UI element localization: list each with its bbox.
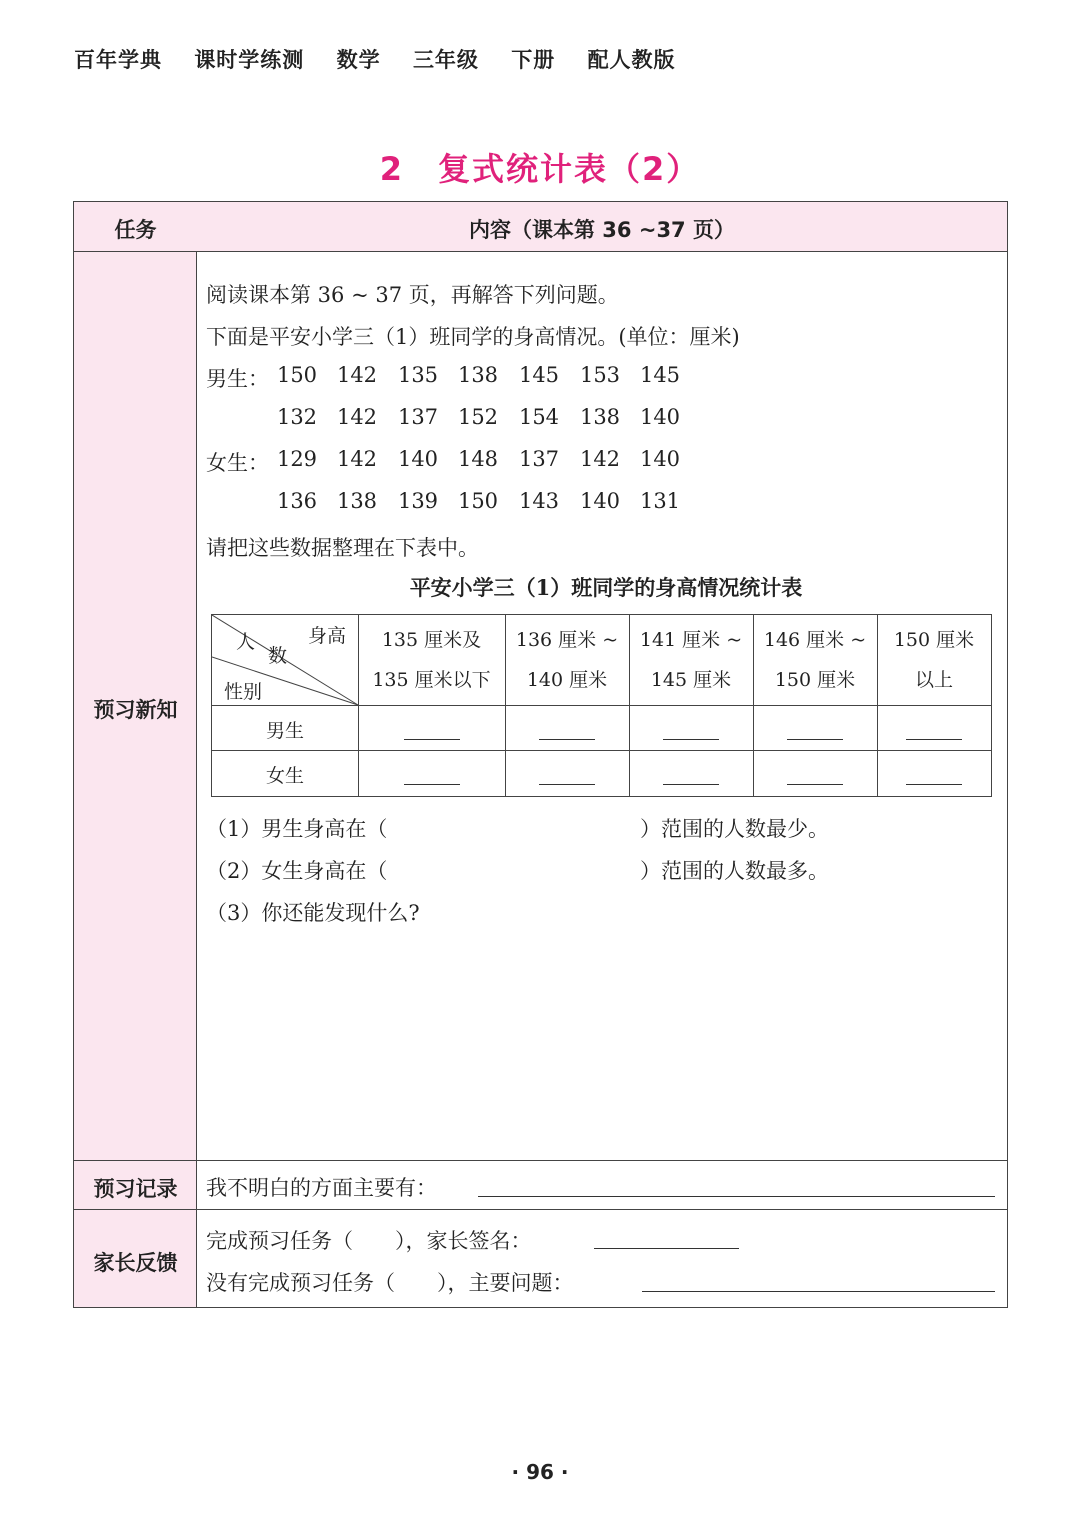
divider-feedback (74, 1209, 1007, 1210)
boys-label: 男生： (206, 367, 269, 391)
answer-blank[interactable] (539, 784, 595, 785)
height-value: 145 (639, 363, 681, 387)
feedback-complete: 完成预习任务（ ），家长签名： (206, 1229, 532, 1253)
header-series: 百年学典 (74, 48, 162, 72)
height-value: 142 (579, 447, 621, 471)
column-header-line2: 135 厘米以下 (372, 669, 491, 691)
height-value: 140 (397, 447, 439, 471)
height-value: 136 (276, 489, 318, 513)
height-value: 137 (518, 447, 560, 471)
column-header (877, 620, 991, 700)
height-value: 138 (457, 363, 499, 387)
data-description: 下面是平安小学三（1）班同学的身高情况。(单位：厘米) (206, 325, 740, 349)
task-column (74, 202, 197, 1307)
column-header (753, 620, 877, 700)
column-header-line1: 135 厘米及 (381, 629, 482, 651)
question-3: （3）你还能发现什么? (206, 901, 420, 925)
feedback-incomplete: 没有完成预习任务（ ），主要问题： (206, 1271, 574, 1295)
stat-table (211, 614, 992, 797)
answer-blank[interactable] (539, 739, 595, 740)
height-value: 138 (579, 405, 621, 429)
height-value: 140 (639, 447, 681, 471)
label-feedback: 家长反馈 (93, 1251, 178, 1275)
answer-blank[interactable] (906, 739, 962, 740)
column-header-line2: 以上 (914, 669, 953, 691)
answer-blank[interactable] (787, 784, 843, 785)
header-volume: 下册 (511, 48, 556, 72)
reading-intro: 阅读课本第 36 ~ 37 页，再解答下列问题。 (206, 283, 619, 307)
row-label-girls: 女生 (265, 765, 304, 787)
page-number: · 96 · (511, 1460, 569, 1484)
corner-height: 身高 (308, 625, 347, 647)
instruction-text: 请把这些数据整理在下表中。 (206, 536, 479, 560)
stat-table-title: 平安小学三（1）班同学的身高情况统计表 (409, 575, 803, 600)
answer-blank[interactable] (906, 784, 962, 785)
column-header (358, 620, 505, 700)
record-answer-line[interactable] (478, 1196, 995, 1197)
label-preview: 预习新知 (93, 698, 178, 722)
height-value: 142 (336, 405, 378, 429)
column-header-line2: 145 厘米 (650, 669, 732, 691)
height-value: 152 (457, 405, 499, 429)
height-value: 142 (336, 363, 378, 387)
height-value: 138 (336, 489, 378, 513)
header-task: 任务 (114, 218, 157, 242)
row-divider (212, 750, 991, 751)
divider-record (74, 1160, 1007, 1161)
question-2-start: （2）女生身高在（ (206, 859, 388, 883)
column-header-line1: 136 厘米 ~ (515, 629, 619, 651)
column-header-line2: 140 厘米 (526, 669, 608, 691)
row-label-boys: 男生 (265, 720, 304, 742)
height-value: 129 (276, 447, 318, 471)
column-header (505, 620, 629, 700)
signature-line[interactable] (594, 1248, 739, 1249)
row-divider (212, 705, 991, 706)
answer-blank[interactable] (787, 739, 843, 740)
height-value: 145 (518, 363, 560, 387)
header-book: 课时学练测 (194, 48, 305, 72)
height-value: 150 (457, 489, 499, 513)
height-value: 142 (336, 447, 378, 471)
height-value: 131 (639, 489, 681, 513)
answer-blank[interactable] (663, 784, 719, 785)
question-2-end: ）范围的人数最多。 (640, 859, 829, 883)
problem-answer-line[interactable] (642, 1291, 995, 1292)
column-header (629, 620, 753, 700)
girls-label: 女生： (206, 451, 269, 475)
lesson-title (0, 144, 1080, 190)
height-value: 143 (518, 489, 560, 513)
lesson-title-text: 复式统计表（2） (437, 150, 701, 188)
height-value: 135 (397, 363, 439, 387)
header-grade: 三年级 (412, 48, 479, 72)
corner-gender: 性别 (224, 681, 263, 703)
header-subject: 数学 (336, 48, 381, 72)
height-value: 150 (276, 363, 318, 387)
height-value: 140 (579, 489, 621, 513)
book-header (74, 44, 700, 74)
corner-people-a: 人 (236, 631, 256, 653)
corner-people-b: 数 (268, 645, 288, 667)
height-value: 139 (397, 489, 439, 513)
question-1-start: （1）男生身高在（ (206, 817, 388, 841)
height-value: 132 (276, 405, 318, 429)
height-value: 137 (397, 405, 439, 429)
height-value: 153 (579, 363, 621, 387)
header-edition: 配人教版 (587, 48, 676, 72)
height-value: 148 (457, 447, 499, 471)
column-header-line1: 141 厘米 ~ (639, 629, 743, 651)
answer-blank[interactable] (404, 784, 460, 785)
column-header-line2: 150 厘米 (774, 669, 856, 691)
answer-blank[interactable] (404, 739, 460, 740)
question-1-end: ）范围的人数最少。 (640, 817, 829, 841)
answer-blank[interactable] (663, 739, 719, 740)
lesson-number: 2 (379, 150, 404, 188)
height-value: 140 (639, 405, 681, 429)
column-header-line1: 150 厘米 (893, 629, 975, 651)
record-text: 我不明白的方面主要有： (206, 1176, 437, 1200)
column-header-line1: 146 厘米 ~ (763, 629, 867, 651)
label-record: 预习记录 (93, 1177, 178, 1201)
height-value: 154 (518, 405, 560, 429)
header-content: 内容（课本第 36 ~37 页） (469, 218, 735, 242)
